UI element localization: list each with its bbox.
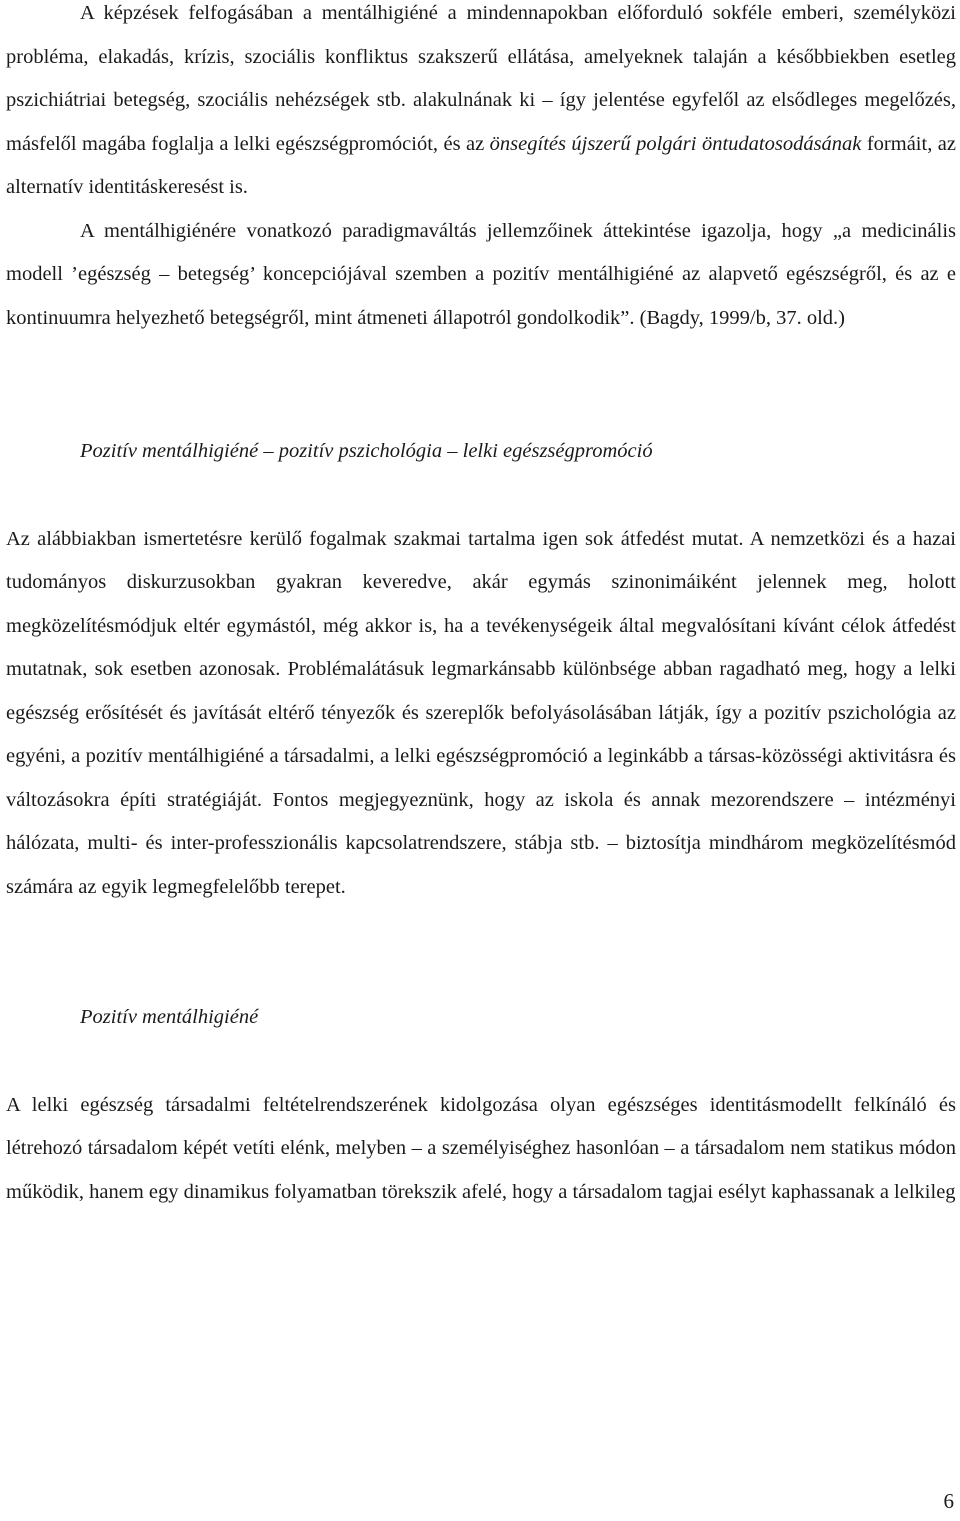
paragraph-1-italic: önsegítés újszerű polgári öntudatosodásának bbox=[489, 132, 862, 155]
paragraph-3: Az alábbiakban ismertetésre kerülő fogalmak szakmai tartalma igen sok átfedést mutat. A nemzetközi és a hazai tudományos diskurzusokban gyakran keveredve, akár egymás szinonimáiként jelennek meg, holott megközelítésmódjuk eltér egymástól, még akkor is, ha a tevékenységeik által megvalósítani kívánt célok átfedést mutatnak, sok esetben azonosak. Problémalátásuk legmarkánsabb különbsége abban ragadható meg, hogy a lelki egészség erősítését és javítását eltérő tényezők és szereplők befolyásolásában látják, így a pozitív pszichológia az egyéni, a pozitív mentálhigiéné a társadalmi, a lelki egészségpromóció a leginkább a társas-közösségi aktivitásra és változásokra építi stratégiáját. Fontos megjegyeznünk, hogy az iskola és annak mezorendszere – intézményi hálózata, multi- és inter-professzionális kapcsolatrendszere, stábja stb. – biztosítja mindhárom megközelítésmód számára az egyik legmegfelelőbb terepet. bbox=[6, 527, 956, 898]
section-heading-2: Pozitív mentálhigiéné bbox=[80, 1006, 259, 1028]
document-page bbox=[6, 0, 956, 1214]
paragraph-1-text-a: A képzések felfogásában a mentálhigiéné a mindennapokban előforduló sokféle emberi, személyközi probléma, elakadás, krízis, szociális konfliktus szakszerű ellátása, amelyeknek talaján a későbbiekben esetleg pszichiátriai betegség, szociális nehézségek stb. alakulnának ki – így jelentése egyfelől az elsődleges megelőzés, másfelől magába foglalja a lelki egészségpromóciót, és az bbox=[6, 2, 956, 155]
paragraph-4: A lelki egészség társadalmi feltételrendszerének kidolgozása olyan egészséges identitásmodellt felkínáló és létrehozó társadalom képét vetíti elénk, melyben – a személyiséghez hasonlóan – a társadalom nem statikus módon működik, hanem egy dinamikus folyamatban törekszik afelé, hogy a társadalom tagjai esélyt kaphassanak a lelkileg bbox=[6, 1093, 956, 1203]
paragraph-1 bbox=[6, 0, 956, 210]
paragraph-1-text-b: formáit, az alternatív identitáskeresést is. bbox=[6, 132, 956, 198]
page-number: 6 bbox=[943, 1489, 954, 1513]
paragraph-2: A mentálhigiénére vonatkozó paradigmaváltás jellemzőinek áttekintése igazolja, hogy „a medicinális modell ’egészség – betegség’ koncepciójával szemben a pozitív mentálhigiéné az alapvető egészségről, és az e kontinuumra helyezhető betegségről, mint átmeneti állapotról gondolkodik”. (Bagdy, 1999/b, 37. old.) bbox=[6, 219, 956, 329]
section-heading-1: Pozitív mentálhigiéné – pozitív pszichológia – lelki egészségpromóció bbox=[80, 440, 653, 462]
